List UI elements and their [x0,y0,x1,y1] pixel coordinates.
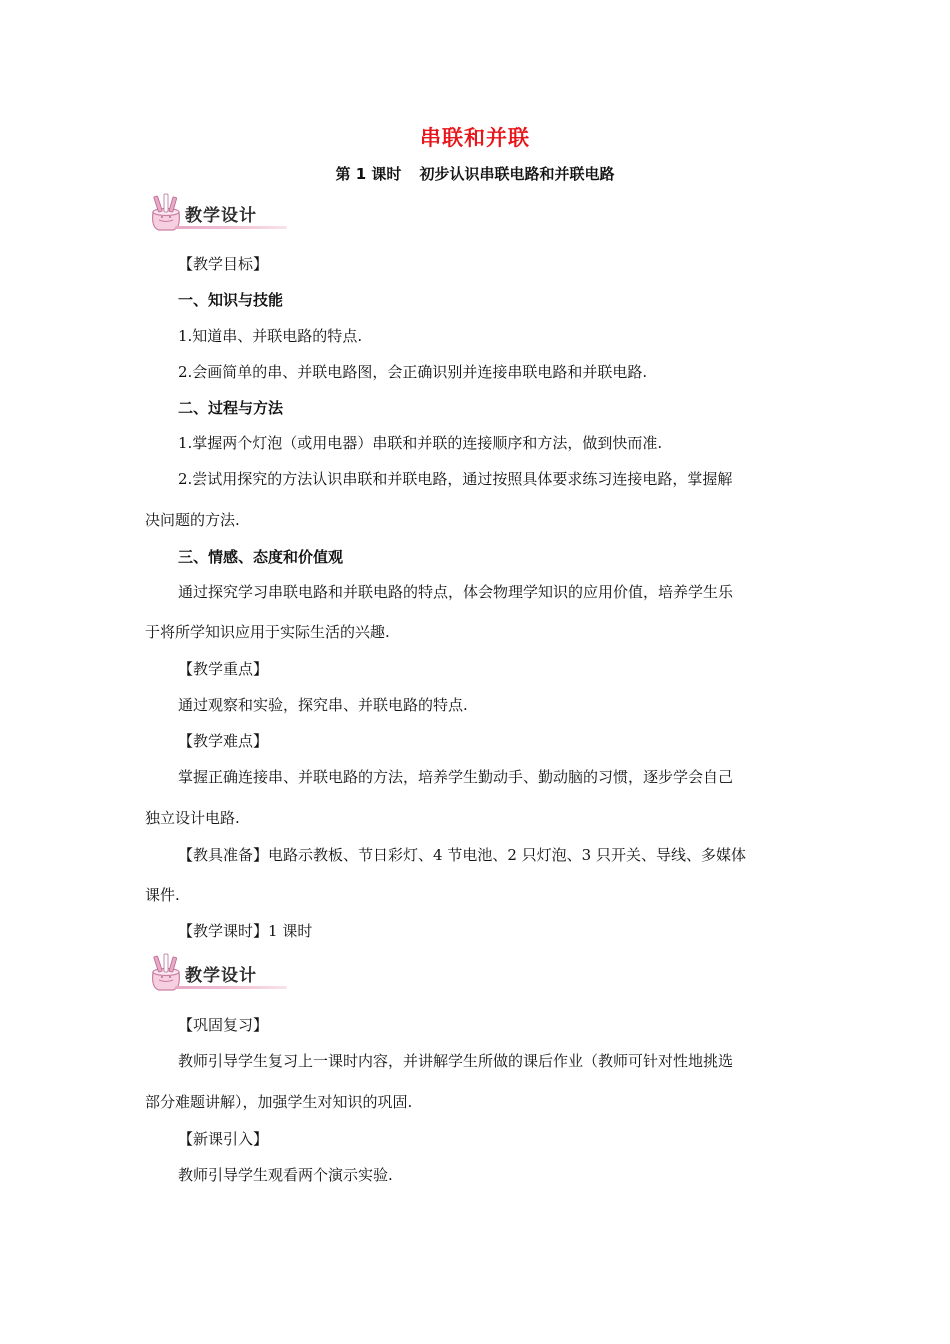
process-item-1: 1.掌握两个灯泡（或用电器）串联和并联的连接顺序和方法，做到快而准. [178,434,663,452]
tools-heading: 【教具准备】 [178,846,269,864]
key-point-heading: 【教学重点】 [178,660,269,678]
lesson-number: 第 1 课时 [335,165,402,183]
key-point-text: 通过观察和实验，探究串、并联电路的特点. [178,696,468,714]
knowledge-item-1: 1.知道串、并联电路的特点. [178,327,363,345]
process-heading: 二、过程与方法 [178,399,284,417]
emotion-text-line-2: 于将所学知识应用于实际生活的兴趣. [145,623,390,641]
tools-text-line-2: 课件. [145,886,180,904]
difficulty-heading: 【教学难点】 [178,732,269,750]
teaching-tools [178,845,746,865]
hours-heading: 【教学课时】 [178,922,269,940]
teaching-hours [178,921,312,941]
objectives-heading: 【教学目标】 [178,255,269,273]
emotion-text-line-1: 通过探究学习串联电路和并联电路的特点，体会物理学知识的应用价值，培养学生乐 [178,583,734,601]
difficulty-text-line-2: 独立设计电路. [145,809,240,827]
emotion-heading: 三、情感、态度和价值观 [178,548,344,566]
badge-underline [175,986,287,989]
review-text-line-2: 部分难题讲解），加强学生对知识的巩固. [145,1093,413,1111]
pencil-cup-icon [145,952,189,996]
process-item-2-line-2: 决问题的方法. [145,511,240,529]
badge-label: 教学设计 [185,206,257,226]
teaching-design-badge [145,192,287,236]
intro-heading: 【新课引入】 [178,1130,269,1148]
document-subtitle [0,163,950,184]
review-heading: 【巩固复习】 [178,1016,269,1034]
lesson-topic: 初步认识串联电路和并联电路 [419,165,615,183]
document-title: 串联和并联 [420,126,530,150]
pencil-cup-icon [145,192,189,236]
badge-underline [175,226,287,229]
review-text-line-1: 教师引导学生复习上一课时内容，并讲解学生所做的课后作业（教师可针对性地挑选 [178,1052,734,1070]
intro-text: 教师引导学生观看两个演示实验. [178,1166,393,1184]
knowledge-heading: 一、知识与技能 [178,291,284,309]
difficulty-text-line-1: 掌握正确连接串、并联电路的方法，培养学生勤动手、勤动脑的习惯，逐步学会自己 [178,768,734,786]
badge-label: 教学设计 [185,966,257,986]
hours-text: 1 课时 [268,922,313,940]
knowledge-item-2: 2.会画简单的串、并联电路图，会正确识别并连接串联电路和并联电路. [178,363,648,381]
process-item-2-line-1: 2.尝试用探究的方法认识串联和并联电路，通过按照具体要求练习连接电路，掌握解 [178,470,733,488]
tools-text: 电路示教板、节日彩灯、4 节电池、2 只灯泡、3 只开关、导线、多媒体 [268,846,746,864]
teaching-design-badge-2 [145,952,287,996]
